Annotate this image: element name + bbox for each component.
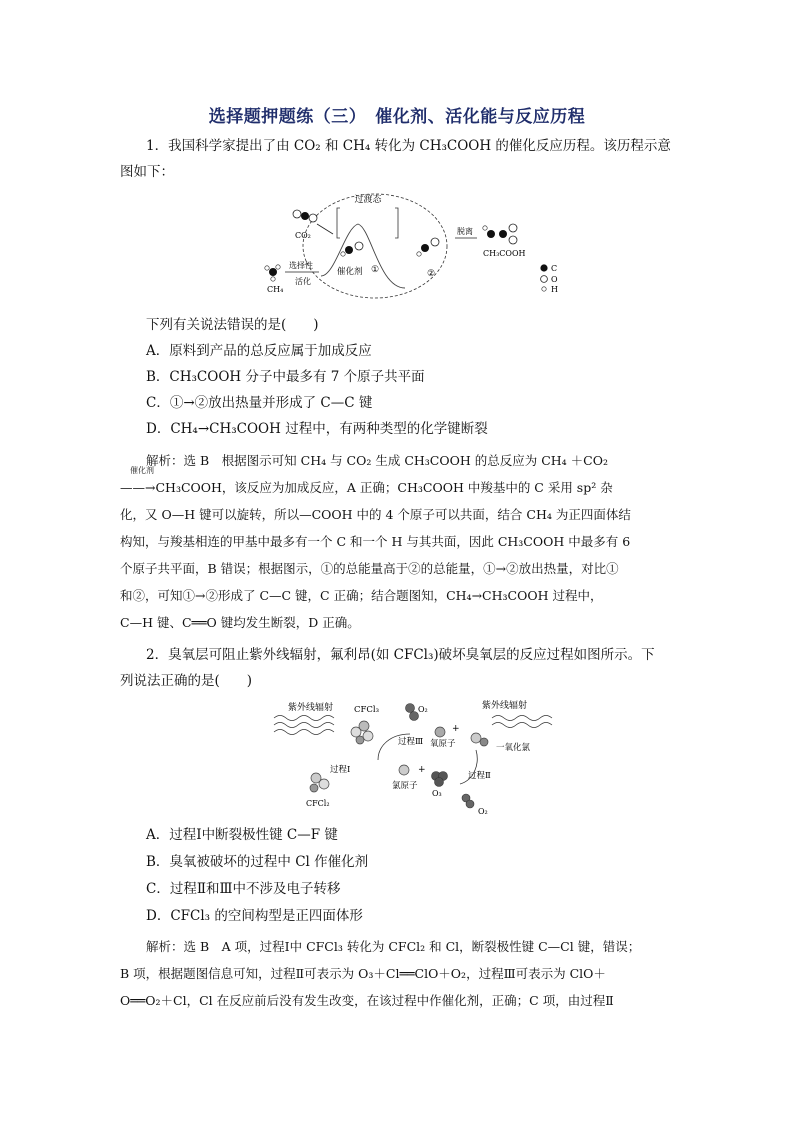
q2-option-d: D．CFCl₃ 的空间构型是正四面体形 [146, 908, 363, 924]
process1-label: 过程Ⅰ [330, 765, 351, 775]
o2-top-label: O₂ [418, 705, 428, 714]
q1-explanation-line5: 个原子共平面，B 错误；根据图示，①的总能量高于②的总能量，①→②放出热量，对比① [120, 561, 619, 576]
o-atom-label: 氧原子 [430, 739, 456, 749]
q1-explanation-line6: 和②，可知①→②形成了 C—C 键，C 正确；结合题图知，CH₄→CH₃COOH 过程中， [120, 588, 603, 603]
q2-explanation-line1: 解析：选 B A 项，过程Ⅰ中 CFCl₃ 转化为 CFCl₂ 和 Cl，断裂极性键 C—Cl 键，错误； [146, 939, 641, 954]
process2-label: 过程Ⅱ [468, 771, 491, 781]
q1-explanation-line2: ——→CH₃COOH，该反应为加成反应，A 正确；CH₃COOH 中羧基中的 C 采用 sp² 杂 [120, 480, 613, 495]
q1-arrow-label: 催化剂 [130, 466, 154, 475]
q1-explanation-line4: 构知，与羧基相连的甲基中最多有一个 C 和一个 H 与其共面，因此 CH₃COOH 中最多有 6 [120, 534, 631, 549]
q2-explanation-line3: O══O₂＋Cl，Cl 在反应前后没有发生改变，在该过程中作催化剂，正确；C 项，由过程Ⅱ [120, 993, 614, 1008]
legend-c: C [551, 264, 558, 273]
o3-label: O₃ [432, 789, 442, 798]
page-title: 选择题押题练（三） 催化剂、活化能与反应历程 [208, 107, 586, 127]
selective-label: 选择性 [289, 261, 313, 270]
cfcl2-label: CFCl₂ [306, 799, 330, 808]
q1-option-c: C．①→②放出热量并形成了 C—C 键 [146, 395, 373, 411]
cl-atom-label: 氯原子 [392, 781, 418, 791]
plus-mid: + [418, 765, 426, 775]
q2-ozone-diagram [270, 694, 560, 818]
process3-label: 过程Ⅲ [398, 737, 424, 747]
q2-stem-line1: 2．臭氧层可阻止紫外线辐射，氟利昂(如 CFCl₃)破坏臭氧层的反应过程如图所示。下 [146, 647, 655, 663]
q1-stem-line2: 图如下： [120, 164, 174, 180]
q1-explanation-line3: 化，又 O—H 键可以旋转，所以—COOH 中的 4 个原子可以共面，结合 CH₄ 为正四面体结 [120, 507, 631, 522]
q1-stem-line1: 1．我国科学家提出了由 CO₂ 和 CH₄ 转化为 CH₃COOH 的催化反应历程。该历程示意 [146, 138, 671, 154]
co2-label: CO₂ [295, 231, 311, 240]
state-2-label: ② [427, 269, 436, 279]
desorb-label: 脱离 [457, 227, 473, 236]
o2-bottom-label: O₂ [478, 807, 488, 816]
q2-explanation-line2: B 项，根据题图信息可知，过程Ⅱ可表示为 O₃＋Cl══ClO＋O₂，过程Ⅲ可表示为 ClO＋ [120, 966, 606, 981]
cfcl3-label: CFCl₃ [354, 705, 380, 715]
catalyst-label: 催化剂 [337, 267, 363, 277]
legend-o: O [551, 275, 558, 284]
uv-right-label: 紫外线辐射 [482, 701, 528, 711]
q1-prompt: 下列有关说法错误的是( ) [146, 317, 319, 333]
q1-option-a: A．原料到产品的总反应属于加成反应 [146, 343, 372, 359]
q1-explanation-line1: 解析：选 B 根据图示可知 CH₄ 与 CO₂ 生成 CH₃COOH 的总反应为 CH₄ ＋CO₂ [146, 453, 608, 468]
q2-stem-line2: 列说法正确的是( ) [120, 673, 253, 689]
ch4-label: CH₄ [267, 285, 284, 294]
state-1-label: ① [371, 265, 380, 275]
activation-label: 活化 [295, 277, 311, 286]
plus-top: + [452, 724, 460, 734]
q2-option-c: C．过程Ⅱ和Ⅲ中不涉及电子转移 [146, 881, 341, 897]
q1-reaction-diagram [255, 188, 575, 304]
q2-option-b: B．臭氧被破坏的过程中 Cl 作催化剂 [146, 854, 369, 870]
q1-explanation-line7: C—H 键、C══O 键均发生断裂，D 正确。 [120, 615, 360, 630]
uv-left-label: 紫外线辐射 [288, 703, 334, 713]
product-label: CH₃COOH [483, 249, 526, 258]
legend-h: H [551, 285, 558, 294]
transition-state-label: 过渡态 [354, 195, 382, 205]
q1-option-d: D．CH₄→CH₃COOH 过程中，有两种类型的化学键断裂 [146, 421, 488, 437]
q1-option-b: B．CH₃COOH 分子中最多有 7 个原子共平面 [146, 369, 425, 385]
q2-option-a: A．过程Ⅰ中断裂极性键 C—F 键 [146, 827, 338, 843]
clo-label: 一氧化氯 [496, 743, 531, 753]
